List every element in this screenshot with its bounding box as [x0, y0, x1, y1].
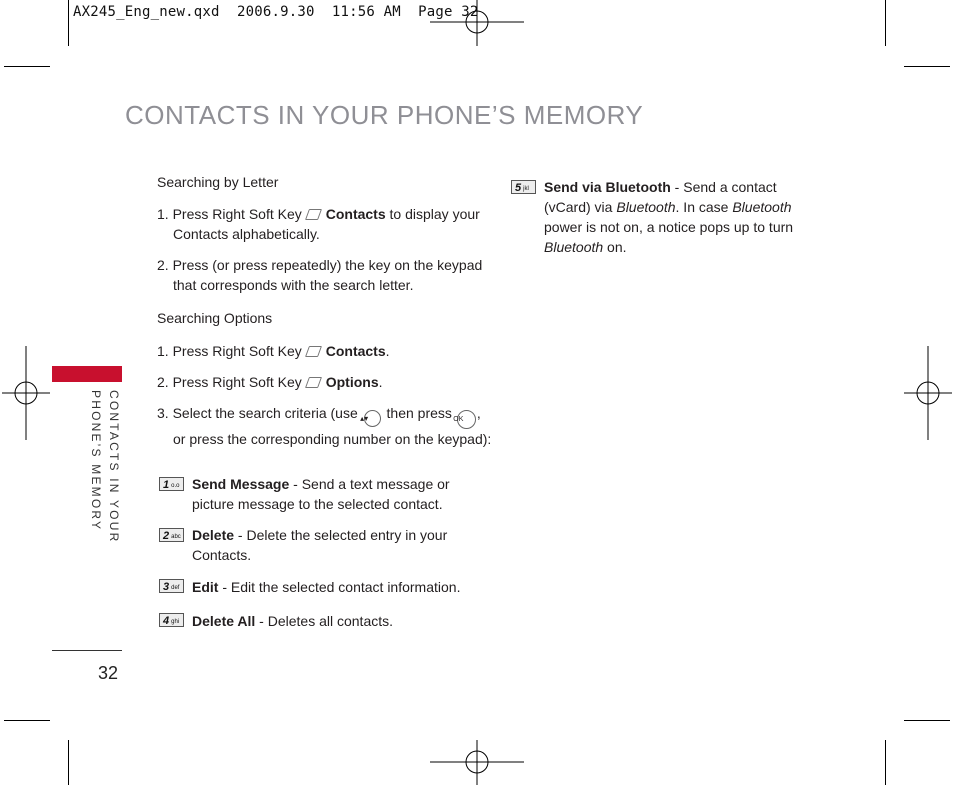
key-3-icon: 3 def [159, 579, 184, 593]
option-name: Edit [192, 579, 219, 595]
bluetooth-term: Bluetooth [544, 239, 604, 255]
option-description: - Send a text message or picture message to the selected contact. [192, 476, 450, 512]
section-tab-line2: PHONE’S MEMORY [89, 390, 103, 532]
registration-mark-right [904, 346, 952, 440]
key-2-icon: 2 abc [159, 528, 184, 542]
option-description: . In case [675, 199, 733, 215]
bluetooth-term: Bluetooth [616, 199, 676, 215]
contacts-label: Contacts [325, 206, 386, 222]
search-options-step-2 [157, 372, 493, 392]
navigation-key-icon: ▴▾ [364, 410, 381, 427]
option-description: - Deletes all contacts. [255, 613, 394, 629]
page-number-rule [52, 650, 122, 651]
key-4-icon: 4 ghi [159, 613, 184, 627]
step-text: . [385, 343, 390, 359]
right-soft-key-icon [305, 377, 322, 388]
option-name: Delete All [192, 613, 256, 629]
options-label: Options [325, 374, 379, 390]
option-description: on. [603, 239, 627, 255]
search-options-step-1 [157, 341, 493, 361]
option-description: - Delete the selected entry in your Contacts. [192, 527, 448, 563]
page-title: CONTACTS IN YOUR PHONE’S MEMORY [125, 100, 644, 130]
registration-mark-top [430, 0, 524, 46]
searching-by-letter-heading: Searching by Letter [157, 174, 279, 190]
step-text: to display your Contacts alphabetically. [173, 206, 480, 242]
contacts-label: Contacts [325, 343, 386, 359]
key-5-icon: 5 jkl [511, 180, 536, 194]
option-name: Send Message [192, 476, 290, 492]
right-soft-key-icon [305, 346, 322, 357]
print-slug: AX245_Eng_new.qxd 2006.9.30 11:56 AM Page 32 [73, 4, 479, 20]
search-options-step-3 [157, 403, 493, 449]
search-letter-step-2: 2. Press (or press repeatedly) the key on the keypad that corresponds with the search letter. [157, 257, 483, 293]
bluetooth-term: Bluetooth [732, 199, 792, 215]
step-text: , or press the corresponding number on the keypad): [173, 405, 492, 447]
ok-key-icon: OK [457, 410, 476, 429]
step-text: 3. Select the search criteria (use [157, 405, 358, 421]
option-edit [192, 577, 472, 597]
option-name: Send via Bluetooth [544, 179, 671, 195]
option-delete-all [192, 611, 472, 631]
step-text: 1. Press Right Soft Key [157, 343, 302, 359]
section-tab-line1: CONTACTS IN YOUR [107, 390, 121, 544]
option-description: power is not on, a notice pops up to turn [544, 219, 794, 235]
registration-mark-bottom [430, 740, 524, 785]
step-text: 1. Press Right Soft Key [157, 206, 302, 222]
option-delete [192, 525, 472, 565]
section-tab-bar [52, 366, 122, 382]
step-text: . [378, 374, 383, 390]
section-tab-label [87, 390, 123, 543]
option-send-message [192, 474, 472, 514]
right-soft-key-icon [305, 209, 322, 220]
option-description: - Send a contact (vCard) via [544, 179, 777, 215]
registration-mark-left [2, 346, 50, 440]
step-text: then press [386, 405, 452, 421]
searching-options-heading: Searching Options [157, 310, 273, 326]
option-send-via-bluetooth [544, 177, 822, 257]
step-text: 2. Press Right Soft Key [157, 374, 302, 390]
option-description: - Edit the selected contact information. [218, 579, 461, 595]
option-name: Delete [192, 527, 235, 543]
page-number: 32 [98, 663, 119, 683]
search-letter-step-1 [157, 204, 493, 244]
key-1-icon: 1 o.o [159, 477, 184, 491]
